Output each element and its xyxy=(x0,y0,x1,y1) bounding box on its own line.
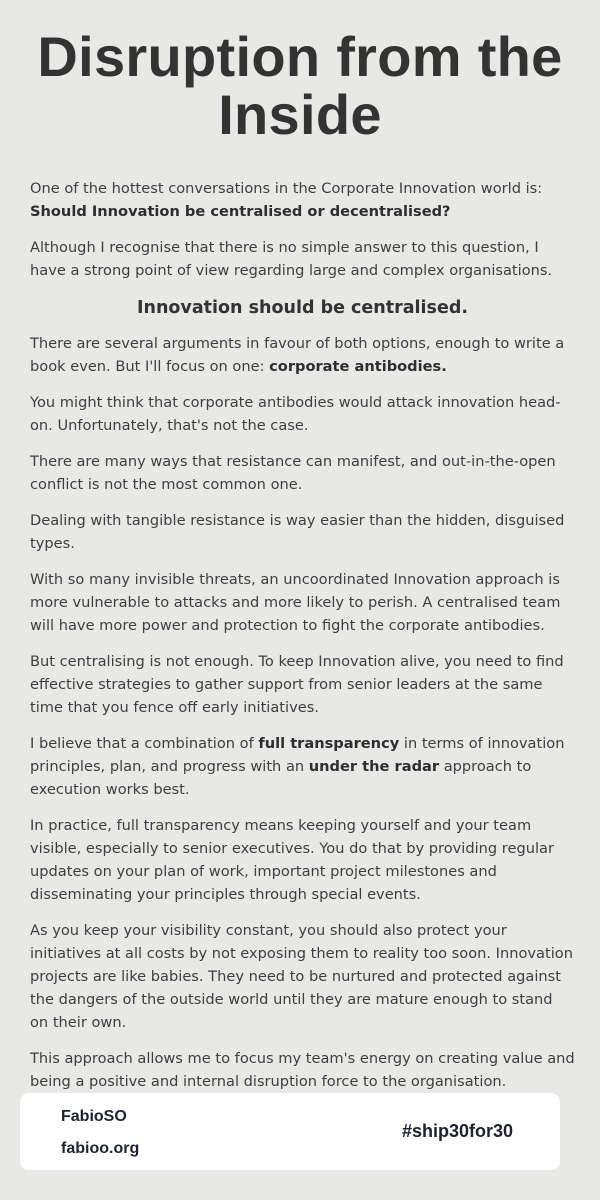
paragraph-head-on: You might think that corporate antibodies would attack innovation head-on. Unfortunately, that's not the case. xyxy=(30,394,561,434)
paragraph-viewpoint: Although I recognise that there is no simple answer to this question, I have a strong point of view regarding large and complex organisations. xyxy=(30,239,553,279)
paragraph-protect: As you keep your visibility constant, you should also protect your initiatives at all costs by not exposing them to reality too soon. Innovation projects are like babies. They need to be nurtured and protected against the dangers of the outside world until they are mature enough to stand on their own. xyxy=(30,922,573,1031)
paragraph-resistance: There are many ways that resistance can manifest, and out-in-the-open conflict is not the most common one. xyxy=(30,453,556,493)
author-website: fabioo.org xyxy=(61,1140,140,1157)
radar-highlight: under the radar xyxy=(308,758,440,775)
antibodies-highlight: corporate antibodies. xyxy=(269,358,447,375)
paragraph-arguments xyxy=(30,332,575,378)
paragraph-combination xyxy=(30,732,575,801)
question-highlight: Should Innovation be centralised or decentralised? xyxy=(30,203,451,220)
thesis-heading: Innovation should be centralised. xyxy=(136,298,469,318)
paragraph-arguments-text: There are several arguments in favour of both options, enough to write a book even. But I'll focus on one: xyxy=(30,335,565,375)
page-title: Disruption from the Inside xyxy=(37,25,563,146)
paragraph-closing: This approach allows me to focus my team's energy on creating value and being a positive and internal disruption force to the organisation. xyxy=(30,1050,575,1090)
author-footer-card xyxy=(20,1093,560,1170)
author-name: FabioSO xyxy=(61,1108,127,1125)
paragraph-tangible: Dealing with tangible resistance is way easier than the hidden, disguised types. xyxy=(30,512,565,552)
transparency-highlight: full transparency xyxy=(258,735,400,752)
article-body xyxy=(30,177,575,1106)
combination-text-a: I believe that a combination of xyxy=(30,735,259,752)
paragraph-intro xyxy=(30,177,575,223)
combination-text-b: in terms of innovation principles, plan, and progress with an xyxy=(30,735,565,775)
paragraph-threats: With so many invisible threats, an uncoordinated Innovation approach is more vulnerable to attacks and more likely to perish. A centralised team will have more power and protection to fight the corporate antibodies. xyxy=(30,571,561,634)
hashtag: #ship30for30 xyxy=(401,1121,513,1141)
paragraph-intro-text: One of the hottest conversations in the Corporate Innovation world is: xyxy=(30,180,543,197)
paragraph-practice: In practice, full transparency means keeping yourself and your team visible, especially to senior executives. You do that by providing regular updates on your plan of work, important project milestones and disseminating your principles through special events. xyxy=(30,817,554,903)
combination-text-c: approach to execution works best. xyxy=(30,758,532,798)
paragraph-not-enough: But centralising is not enough. To keep Innovation alive, you need to find effective strategies to gather support from senior leaders at the same time that you fence off early initiatives. xyxy=(30,653,564,716)
